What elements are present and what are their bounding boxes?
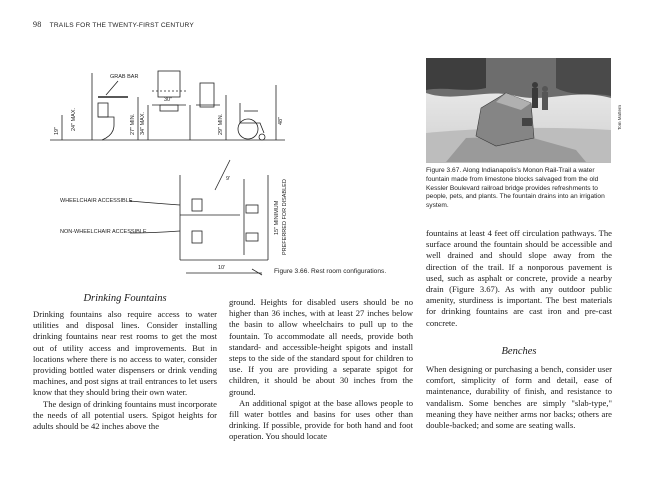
heading-drinking-fountains: Drinking Fountains bbox=[83, 293, 167, 304]
label-27-min: 27" MIN. bbox=[130, 113, 136, 135]
running-title: TRAILS FOR THE TWENTY-FIRST CENTURY bbox=[49, 22, 194, 29]
page-number: 98 bbox=[33, 20, 42, 29]
paragraph: fountains at least 4 feet off circulation pathways. The surface around the fountain should be accessible and well drained and should slope away from the direction of the trail. If a nonporous pavement is used, such as asphalt or concrete, provide a nearby drain (Figure 3.67). As with any outdoor public amenity, sturdiness is important. The best materials for drinking fountains are cast iron and pre-cast concrete. bbox=[426, 228, 612, 328]
heading-benches: Benches bbox=[501, 346, 537, 357]
label-9-ft: 9' bbox=[226, 176, 231, 182]
label-29-min: 29" MIN. bbox=[218, 113, 224, 135]
restroom-configuration-drawing bbox=[40, 55, 315, 290]
figure-3-67-caption: Figure 3.67. Along Indianapolis's Monon Rail-Trail a water fountain made from limestone blocks salvaged from the old Kessler Boulevard railroad bridge provides refreshments to people, pets, and plants. The fountain drains into an irrigation system. bbox=[426, 167, 605, 210]
photo-credit: Tom Mattern bbox=[617, 104, 622, 130]
label-19: 19" bbox=[54, 126, 60, 135]
paragraph: Drinking fountains also require access to water utilities and disposal lines. Consider installing drinking fountains near rest rooms to get the most out of utility access and improvements. But in locations where there is no access to water, consider providing bottled water dispensers or drink vending machines, and post signs at trail entrances to let users know that they should bring their own water. bbox=[33, 309, 217, 398]
figure-3-66-caption: Figure 3.66. Rest room configurations. bbox=[274, 268, 387, 275]
label-48: 48" bbox=[278, 116, 284, 125]
paragraph: The design of drinking fountains must incorporate the needs of all potential users. Spigot heights for adults should be 42 inches above the bbox=[33, 398, 217, 432]
running-header bbox=[33, 20, 194, 29]
label-24-max: 24" MAX. bbox=[71, 107, 77, 131]
column-3-text bbox=[426, 228, 612, 329]
paragraph: ground. Heights for disabled users should be no higher than 36 inches, with at least 27 inches below the basin to allow wheelchairs to pull up to the fountain. To accommodate all needs, provide both standard- and accessible-height spigots and install steps to the side of the standard spout for children to use. If you are providing a separate spigot for children, it should be about 30 inches from the ground. bbox=[229, 297, 413, 397]
label-34-max: 34" MAX. bbox=[140, 111, 146, 135]
water-fountain-photo bbox=[426, 58, 611, 163]
column-2-text bbox=[229, 297, 413, 443]
label-preferred-for-disabled: PREFERRED FOR DISABLED bbox=[282, 179, 288, 255]
paragraph: When designing or purchasing a bench, consider user comfort, simplicity of form and detail, ease of maintenance, durability of finish, and resistance to vandalism. Some benches are simply "slab-type," meaning they have neither arms nor backs; others are double-backed; and some are seating walls. bbox=[426, 364, 612, 431]
column-1-text bbox=[33, 309, 217, 432]
column-3-text-benches bbox=[426, 364, 612, 431]
label-non-wheelchair-accessible: NON-WHEELCHAIR ACCESSIBLE bbox=[60, 229, 147, 235]
label-10-ft: 10' bbox=[218, 265, 226, 271]
label-30: 30" bbox=[164, 97, 173, 103]
label-15-minimum: 15" MINIMUM bbox=[274, 200, 280, 235]
label-wheelchair-accessible: WHEELCHAIR ACCESSIBLE bbox=[60, 198, 133, 204]
paragraph: An additional spigot at the base allows people to fill water bottles and basins for uses other than drinking. If possible, provide for both hand and foot operation. You should locate bbox=[229, 397, 413, 442]
label-grab-bar: GRAB BAR bbox=[110, 74, 139, 80]
